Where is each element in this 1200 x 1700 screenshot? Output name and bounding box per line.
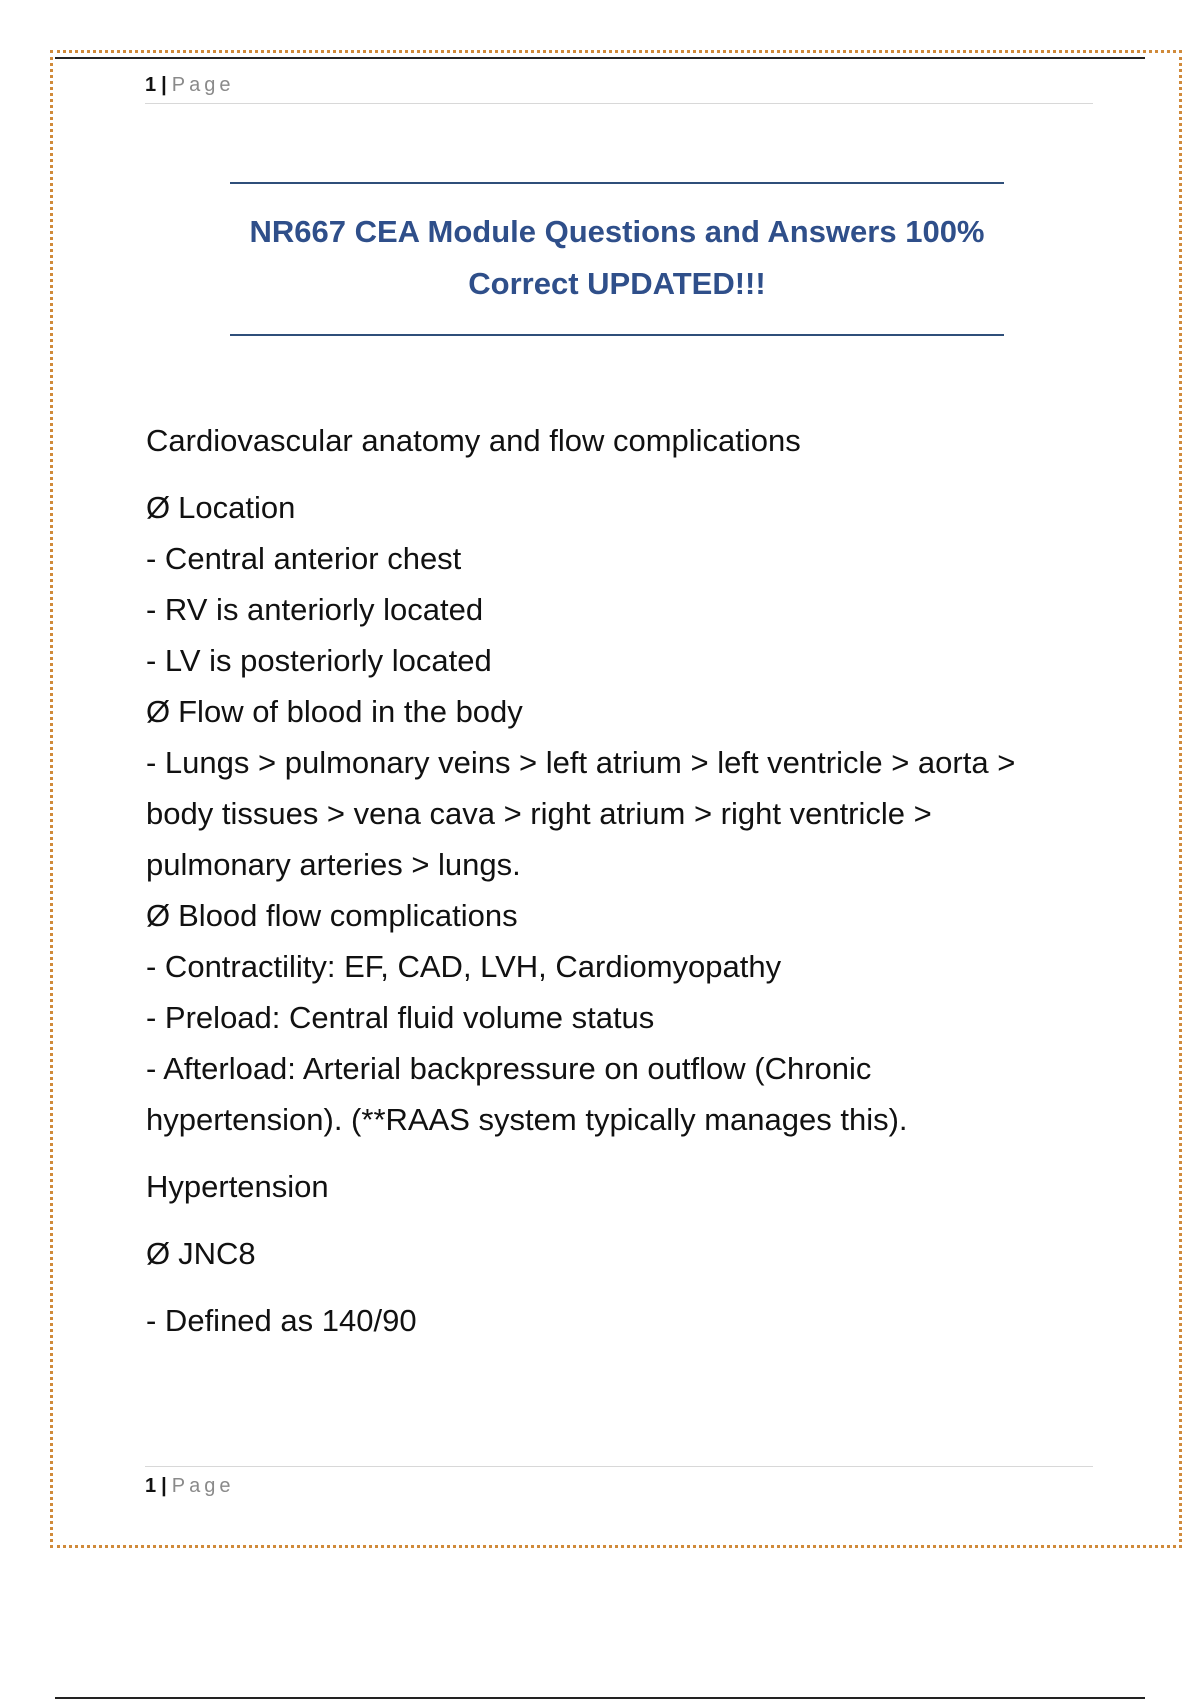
flow-heading-text: Flow of blood in the body [178, 694, 523, 729]
bullet-symbol: Ø [146, 694, 171, 729]
title-line-2: Correct UPDATED!!! [468, 266, 766, 301]
flow-line: - Lungs > pulmonary veins > left atrium > left ventricle > aorta > [146, 745, 1016, 780]
list-item: - LV is posteriorly located [146, 643, 492, 678]
top-rule [55, 57, 1145, 59]
bullet-symbol: Ø [146, 490, 171, 525]
location-heading [146, 482, 1086, 533]
document-title [230, 182, 1004, 336]
jnc-heading [146, 1228, 1086, 1279]
location-heading-text: Location [178, 490, 296, 525]
jnc-heading-text: JNC8 [178, 1236, 256, 1271]
complications-heading [146, 890, 1086, 941]
page-header [145, 74, 1093, 104]
hypertension-heading: Hypertension [146, 1169, 329, 1204]
header-page-number: 1 [145, 74, 158, 96]
list-item: - RV is anteriorly located [146, 592, 484, 627]
document-body [146, 415, 1086, 1346]
bullet-symbol: Ø [146, 898, 171, 933]
jnc-item: - Defined as 140/90 [146, 1303, 417, 1338]
header-page-word: Page [171, 74, 235, 96]
footer-page-number: 1 [145, 1475, 158, 1497]
footer-separator: | [161, 1475, 168, 1497]
footer-page-word: Page [171, 1475, 235, 1497]
title-line-1: NR667 CEA Module Questions and Answers 100% [249, 214, 985, 249]
complication-line: - Preload: Central fluid volume status [146, 1000, 655, 1035]
flow-line: pulmonary arteries > lungs. [146, 847, 521, 882]
header-separator: | [161, 74, 168, 96]
complication-line: - Afterload: Arterial backpressure on outflow (Chronic [146, 1051, 872, 1086]
section-heading: Cardiovascular anatomy and flow complications [146, 423, 801, 458]
list-item: - Central anterior chest [146, 541, 462, 576]
bottom-rule [55, 1697, 1145, 1699]
complications-heading-text: Blood flow complications [178, 898, 518, 933]
complication-line: hypertension). (**RAAS system typically manages this). [146, 1102, 908, 1137]
bullet-symbol: Ø [146, 1236, 171, 1271]
complication-line: - Contractility: EF, CAD, LVH, Cardiomyopathy [146, 949, 782, 984]
page-footer [145, 1466, 1093, 1498]
flow-line: body tissues > vena cava > right atrium > right ventricle > [146, 796, 932, 831]
flow-heading [146, 686, 1086, 737]
